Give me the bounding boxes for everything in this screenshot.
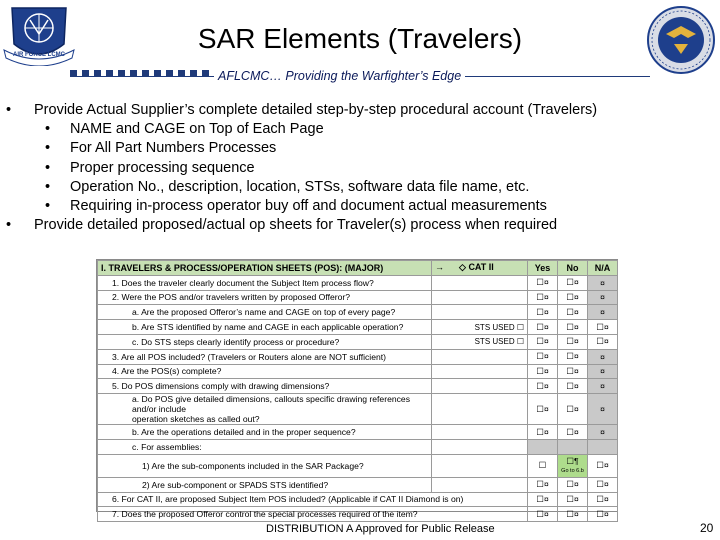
row-text: 7. Does the proposed Offeror control the special processes required of the item? <box>98 507 528 522</box>
na-cell: ¤ <box>588 275 618 290</box>
no-checkbox[interactable]: ☐¤ <box>558 394 588 425</box>
no-checkbox[interactable]: ☐¤ <box>558 334 588 349</box>
no-checkbox-mark: ☐¶ <box>566 455 579 466</box>
no-checkbox[interactable]: ☐¤ <box>558 349 588 364</box>
yes-checkbox[interactable]: ☐¤ <box>528 305 558 320</box>
goto-label: Go to 6.b <box>561 467 584 474</box>
table-row <box>98 305 618 320</box>
table-row <box>98 334 618 349</box>
table-row <box>98 507 618 522</box>
row-text <box>98 394 432 425</box>
na-checkbox[interactable]: ☐¤ <box>588 454 618 477</box>
table-row <box>98 320 618 335</box>
table-row <box>98 492 618 507</box>
table-row <box>98 477 618 492</box>
row-text-line: a. Do POS give detailed dimensions, callouts specific drawing references and/or include <box>132 394 411 415</box>
table-title: I. TRAVELERS & PROCESS/OPERATION SHEETS (POS): (MAJOR) <box>98 261 432 276</box>
arrow-icon: → <box>435 262 444 273</box>
yes-checkbox[interactable]: ☐¤ <box>528 425 558 440</box>
na-checkbox[interactable]: ☐¤ <box>588 477 618 492</box>
table-row <box>98 379 618 394</box>
na-cell: ¤ <box>588 290 618 305</box>
yes-header: Yes <box>528 261 558 276</box>
bullet-marker: • <box>6 217 12 234</box>
row-text-line: operation sketches as called out? <box>132 414 260 425</box>
table-row <box>98 439 618 454</box>
row-text: 4. Are the POS(s) complete? <box>98 364 432 379</box>
bullet-marker: • <box>6 102 12 118</box>
table-row <box>98 425 618 440</box>
row-text: b. Are the operations detailed and in the proper sequence? <box>98 425 432 440</box>
tagline: AFLCMC… Providing the Warfighter’s Edge <box>214 68 465 84</box>
no-checkbox[interactable]: ☐¤ <box>558 477 588 492</box>
sts-used-checkbox[interactable]: STS USED ☐ <box>432 320 528 335</box>
distribution-statement: DISTRIBUTION A Approved for Public Release <box>266 523 495 535</box>
no-checkbox[interactable]: ☐¤ <box>558 320 588 335</box>
row-text: c. Do STS steps clearly identify process or procedure? <box>98 334 432 349</box>
no-checkbox-goto[interactable] <box>558 454 588 477</box>
row-text: b. Are STS identified by name and CAGE in each applicable operation? <box>98 320 432 335</box>
row-text: a. Are the proposed Offeror’s name and CAGE on top of every page? <box>98 305 432 320</box>
cat-ii-diamond[interactable] <box>432 261 528 276</box>
sub-bullet: Requiring in-process operator buy off and document actual measurements <box>70 198 547 214</box>
yes-checkbox[interactable]: ☐¤ <box>528 275 558 290</box>
row-text: 5. Do POS dimensions comply with drawing dimensions? <box>98 379 432 394</box>
no-checkbox[interactable]: ☐¤ <box>558 379 588 394</box>
row-text: 6. For CAT II, are proposed Subject Item POS included? (Applicable if CAT II Diamond is on) <box>98 492 528 507</box>
na-header: N/A <box>588 261 618 276</box>
table-row <box>98 290 618 305</box>
no-checkbox[interactable]: ☐¤ <box>558 364 588 379</box>
sub-bullet-marker: • <box>45 159 51 176</box>
no-header: No <box>558 261 588 276</box>
row-text: c. For assemblies: <box>98 439 432 454</box>
bullet-1: Provide Actual Supplier’s complete detailed step-by-step procedural account (Travelers) <box>34 102 598 118</box>
sts-used-checkbox[interactable]: STS USED ☐ <box>432 334 528 349</box>
na-cell: ¤ <box>588 349 618 364</box>
bullet-2: Provide detailed proposed/actual op sheets for Traveler(s) process when required <box>34 217 558 234</box>
yes-checkbox[interactable]: ☐¤ <box>528 320 558 335</box>
no-checkbox[interactable]: ☐¤ <box>558 425 588 440</box>
no-checkbox[interactable]: ☐¤ <box>558 305 588 320</box>
table-row <box>98 349 618 364</box>
yes-checkbox[interactable]: ☐¤ <box>528 394 558 425</box>
sub-bullet: NAME and CAGE on Top of Each Page <box>70 121 324 138</box>
no-checkbox[interactable]: ☐¤ <box>558 492 588 507</box>
no-checkbox[interactable]: ☐¤ <box>558 507 588 522</box>
yes-checkbox[interactable]: ☐¤ <box>528 379 558 394</box>
sub-bullet: Proper processing sequence <box>70 159 255 176</box>
table-row <box>98 394 618 425</box>
yes-checkbox[interactable]: ☐¤ <box>528 334 558 349</box>
sub-bullet: For All Part Numbers Processes <box>70 140 277 157</box>
cat-ii-label: ◇ CAT II <box>459 262 494 273</box>
no-checkbox[interactable]: ☐¤ <box>558 290 588 305</box>
row-text: 2) Are sub-component or SPADS STS identified? <box>98 477 432 492</box>
table-row <box>98 454 618 477</box>
sar-checklist-table <box>96 259 618 520</box>
sub-bullet-marker: • <box>45 198 51 214</box>
logo-text: AIR FORCE LCMC <box>13 52 65 58</box>
na-checkbox[interactable]: ☐¤ <box>588 507 618 522</box>
yes-checkbox[interactable]: ☐¤ <box>528 477 558 492</box>
na-checkbox[interactable]: ☐¤ <box>588 334 618 349</box>
na-checkbox[interactable]: ☐¤ <box>588 320 618 335</box>
sub-bullet-marker: • <box>45 121 51 138</box>
yes-checkbox[interactable]: ☐¤ <box>528 349 558 364</box>
sub-bullet-marker: • <box>45 178 51 195</box>
yes-checkbox[interactable]: ☐ <box>528 454 558 477</box>
row-text: 1. Does the traveler clearly document the Subject Item process flow? <box>98 275 432 290</box>
table-row <box>98 275 618 290</box>
no-checkbox[interactable]: ☐¤ <box>558 275 588 290</box>
na-checkbox[interactable]: ☐¤ <box>588 492 618 507</box>
yes-checkbox[interactable]: ☐¤ <box>528 364 558 379</box>
na-cell: ¤ <box>588 425 618 440</box>
row-text: 3. Are all POS included? (Travelers or Routers alone are NOT sufficient) <box>98 349 432 364</box>
page-number: 20 <box>700 521 714 535</box>
page-title: SAR Elements (Travelers) <box>197 23 523 54</box>
row-text: 2. Were the POS and/or travelers written by proposed Offeror? <box>98 290 432 305</box>
table-row <box>98 364 618 379</box>
na-cell: ¤ <box>588 364 618 379</box>
sub-bullet: Operation No., description, location, STSs, software data file name, etc. <box>70 178 530 195</box>
na-cell: ¤ <box>588 305 618 320</box>
yes-checkbox[interactable]: ☐¤ <box>528 290 558 305</box>
yes-checkbox[interactable]: ☐¤ <box>528 507 558 522</box>
na-cell: ¤ <box>588 379 618 394</box>
yes-checkbox[interactable]: ☐¤ <box>528 492 558 507</box>
row-text: 1) Are the sub-components included in the SAR Package? <box>98 454 432 477</box>
table-header-row <box>98 261 618 276</box>
sub-bullet-marker: • <box>45 140 51 157</box>
na-cell: ¤ <box>588 394 618 425</box>
